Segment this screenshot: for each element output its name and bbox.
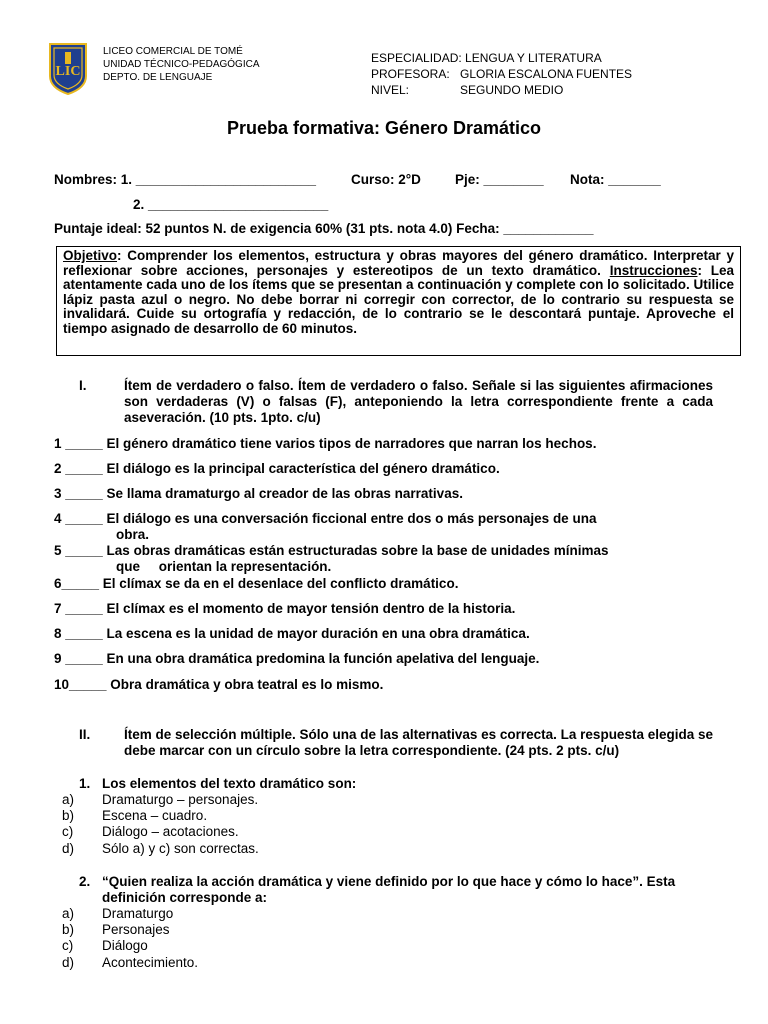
tf-item-4: 4 _____ El diálogo es una conversación ficcional entre dos o más personajes de una [54,511,597,526]
score-info-line: Puntaje ideal: 52 puntos N. de exigencia 60% (31 pts. nota 4.0) Fecha: ____________ [54,221,594,236]
section-1-instructions: Ítem de verdadero o falso. Ítem de verdadero o falso. Señale si las siguientes afirmaciones son verdaderas (V) o falsas (F), anteponiendo la letra correspondiente frente a cada aseveración. (10 pts. 1pto. c/u) [124,378,713,425]
course-info [371,50,671,98]
tf-item-10: 10_____ Obra dramática y obra teatral es lo mismo. [54,677,384,692]
tf-item-3: 3 _____ Se llama dramaturgo al creador de las obras narrativas. [54,486,463,501]
tf-item-8: 8 _____ La escena es la unidad de mayor duración en una obra dramática. [54,626,530,641]
school-unit: UNIDAD TÉCNICO-PEDAGÓGICA [103,59,260,70]
instructions-label: Instrucciones [609,262,698,278]
school-name: LICEO COMERCIAL DE TOMÉ [103,46,243,57]
teacher-line: PROFESORA: GLORIA ESCALONA FUENTES [371,67,633,81]
tf-item-2: 2 _____ El diálogo es la principal característica del género dramático. [54,461,500,476]
names-line-1 [54,172,734,188]
tf-item-5-cont: que orientan la representación. [116,559,332,574]
section-1-numeral: I. [79,378,87,393]
course-field: Curso: 2°D [351,172,421,187]
question-1-number: 1. [79,776,91,791]
section-2-instructions: Ítem de selección múltiple. Sólo una de las alternativas es correcta. La respuesta elegida se debe marcar con un círculo sobre la letra correspondiente. (24 pts. 2 pts. c/u) [124,727,713,758]
tf-item-4-cont: obra. [116,527,150,542]
question-2-text: “Quien realiza la acción dramática y viene definido por lo que hace y cómo lo hace”. Esta definición corresponde a: [102,874,676,905]
school-department: DEPTO. DE LENGUAJE [103,72,213,83]
page-title: Prueba formativa: Género Dramático [226,118,542,138]
objective-box [56,246,741,356]
specialty-line: ESPECIALIDAD: LENGUA Y LITERATURA [371,51,602,65]
logo-letters: LIC [55,64,81,79]
question-1-text: Los elementos del texto dramático son: [102,776,357,791]
tf-item-9: 9 _____ En una obra dramática predomina la función apelativa del lenguaje. [54,651,540,666]
school-info [103,45,303,84]
names-field-2[interactable]: 2. ________________________ [133,197,329,212]
question-2-number: 2. [79,874,91,889]
names-field-1[interactable]: Nombres: 1. ________________________ [54,172,316,187]
q2-option-d: d) Acontecimiento. [62,955,199,970]
q1-option-d: d) Sólo a) y c) son correctas. [62,841,259,856]
q2-option-a: a) Dramaturgo [62,906,174,921]
objective-text: : Comprender los elementos, estructura y obras mayores del género dramático. Interpretar y reflexionar sobre acciones, personajes y estereotipos de un texto dramático. [63,248,734,278]
q1-option-a: a) Dramaturgo – personajes. [62,792,259,807]
instructions-text: : Lea atentamente cada uno de los ítems que se presentan a continuación y complete con lo solicitado. Utilice lápiz pasta azul o negro. No debe borrar ni corregir con corrector, de lo contrario su respuesta se invalidará. Cuide su ortografía y redacción, de lo contrario se le descontará puntaje. Aproveche el tiempo asignado de desarrollo de 60 minutos. [63,262,734,336]
section-2-numeral: II. [79,727,91,742]
school-logo [48,42,88,96]
q2-option-c: c) Diálogo [62,938,148,953]
tf-item-5: 5 _____ Las obras dramáticas están estructuradas sobre la base de unidades mínimas [54,543,609,558]
q2-option-b: b) Personajes [62,922,170,937]
tf-item-1: 1 _____ El género dramático tiene varios tipos de narradores que narran los hechos. [54,436,597,451]
tf-item-6: 6_____ El clímax se da en el desenlace del conflicto dramático. [54,576,459,591]
tf-item-7: 7 _____ El clímax es el momento de mayor tensión dentro de la historia. [54,601,516,616]
grade-field[interactable]: Nota: _______ [570,172,661,187]
q1-option-b: b) Escena – cuadro. [62,808,208,823]
objective-label: Objetivo [63,248,118,263]
q1-option-c: c) Diálogo – acotaciones. [62,824,239,839]
level-line: NIVEL: SEGUNDO MEDIO [371,83,564,97]
score-field[interactable]: Pje: ________ [455,172,544,187]
